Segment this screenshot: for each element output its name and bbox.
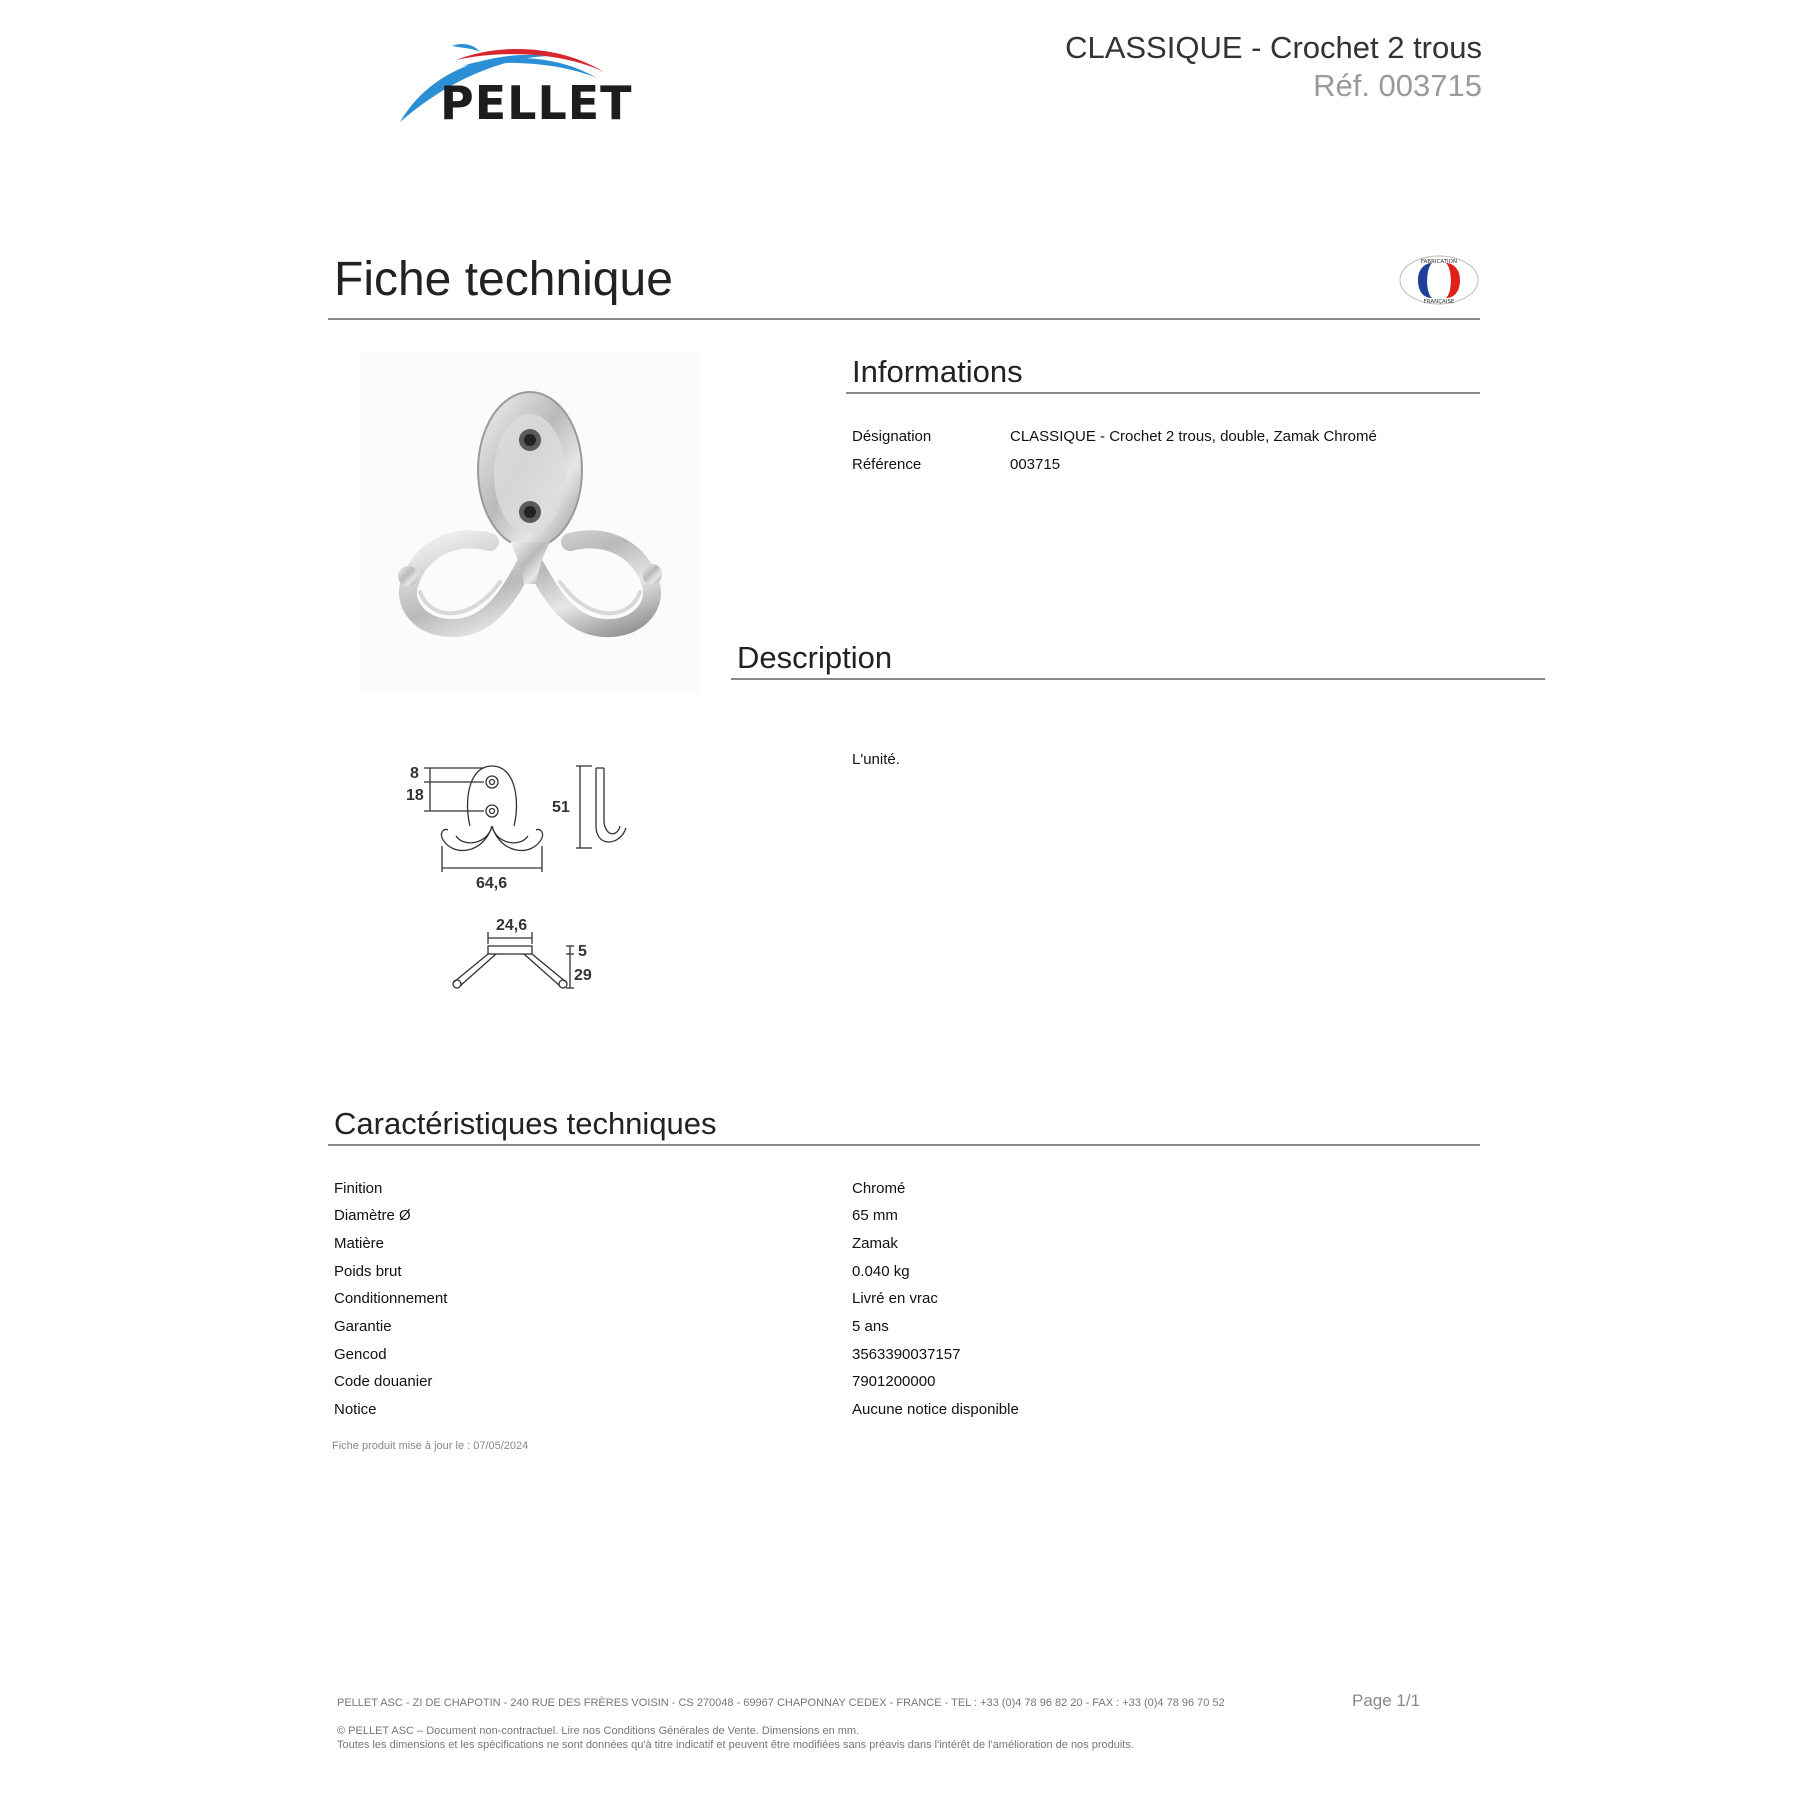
spec-value-conditionnement: Livré en vrac bbox=[852, 1290, 938, 1307]
page-title: Fiche technique bbox=[334, 253, 673, 306]
badge-text-top: FABRICATION bbox=[1420, 259, 1458, 265]
specs-title: Caractéristiques techniques bbox=[334, 1106, 717, 1141]
brand-logo-text: PELLET bbox=[440, 76, 633, 130]
spec-label-conditionnement: Conditionnement bbox=[334, 1290, 448, 1307]
spec-value-diametre: 65 mm bbox=[852, 1207, 898, 1224]
specs-divider bbox=[328, 1144, 1480, 1146]
dim-label-24: 24,6 bbox=[496, 917, 528, 934]
description-divider bbox=[731, 678, 1545, 680]
info-label-reference: Référence bbox=[852, 456, 922, 473]
info-value-reference: 003715 bbox=[1010, 456, 1061, 473]
dimension-drawing-front bbox=[380, 756, 640, 896]
dim-label-29: 29 bbox=[574, 967, 592, 984]
spec-value-notice: Aucune notice disponible bbox=[852, 1401, 1019, 1418]
product-title: CLASSIQUE - Crochet 2 trous bbox=[1065, 30, 1482, 65]
dim-label-64: 64,6 bbox=[476, 875, 508, 892]
spec-label-matiere: Matière bbox=[334, 1235, 385, 1252]
spec-value-poids: 0.040 kg bbox=[852, 1263, 910, 1280]
spec-value-garantie: 5 ans bbox=[852, 1318, 889, 1335]
dimension-drawing-top bbox=[440, 910, 600, 1010]
informations-title: Informations bbox=[852, 354, 1023, 389]
description-text: L'unité. bbox=[852, 751, 900, 768]
title-divider bbox=[328, 318, 1480, 320]
spec-label-poids: Poids brut bbox=[334, 1263, 402, 1280]
spec-value-finition: Chromé bbox=[852, 1180, 906, 1197]
spec-label-notice: Notice bbox=[334, 1401, 377, 1418]
page-number: Page 1/1 bbox=[1352, 1691, 1421, 1710]
dim-label-18: 18 bbox=[406, 787, 424, 804]
dim-label-5: 5 bbox=[578, 943, 587, 960]
spec-label-gencod: Gencod bbox=[334, 1346, 387, 1363]
footer-legal-line-2: Toutes les dimensions et les spécifications ne sont données qu'à titre indicatif et peuvent être modifiées sans préavis dans l'intérêt de l'amélioration de nos produits. bbox=[337, 1739, 1134, 1751]
spec-value-gencod: 3563390037157 bbox=[852, 1346, 961, 1363]
spec-value-code-douanier: 7901200000 bbox=[852, 1373, 936, 1390]
info-value-designation: CLASSIQUE - Crochet 2 trous, double, Zamak Chromé bbox=[1010, 428, 1377, 445]
fabrication-francaise-badge bbox=[1398, 254, 1480, 306]
spec-label-diametre: Diamètre Ø bbox=[334, 1207, 411, 1224]
dim-label-51: 51 bbox=[552, 799, 570, 816]
info-label-designation: Désignation bbox=[852, 428, 932, 445]
description-title: Description bbox=[737, 640, 893, 675]
last-updated-date: Fiche produit mise à jour le : 07/05/2024 bbox=[332, 1440, 529, 1452]
footer-legal-line-1: © PELLET ASC – Document non-contractuel. Lire nos Conditions Générales de Vente. Dimensions en mm. bbox=[337, 1725, 860, 1737]
spec-label-code-douanier: Code douanier bbox=[334, 1373, 433, 1390]
spec-label-finition: Finition bbox=[334, 1180, 383, 1197]
product-reference: Réf. 003715 bbox=[1313, 68, 1482, 103]
product-photo bbox=[360, 352, 700, 692]
informations-divider bbox=[846, 392, 1480, 394]
spec-value-matiere: Zamak bbox=[852, 1235, 898, 1252]
spec-label-garantie: Garantie bbox=[334, 1318, 392, 1335]
badge-text-bottom: FRANÇAISE bbox=[1423, 299, 1455, 305]
dim-label-8: 8 bbox=[410, 765, 419, 782]
footer-address: PELLET ASC - ZI DE CHAPOTIN - 240 RUE DES FRÈRES VOISIN - CS 270048 - 69967 CHAPONNAY CEDEX - FRANCE - TEL : +33 (0)4 78 96 82 20 - FAX : +33 (0)4 78 96 70 52 bbox=[337, 1697, 1225, 1709]
